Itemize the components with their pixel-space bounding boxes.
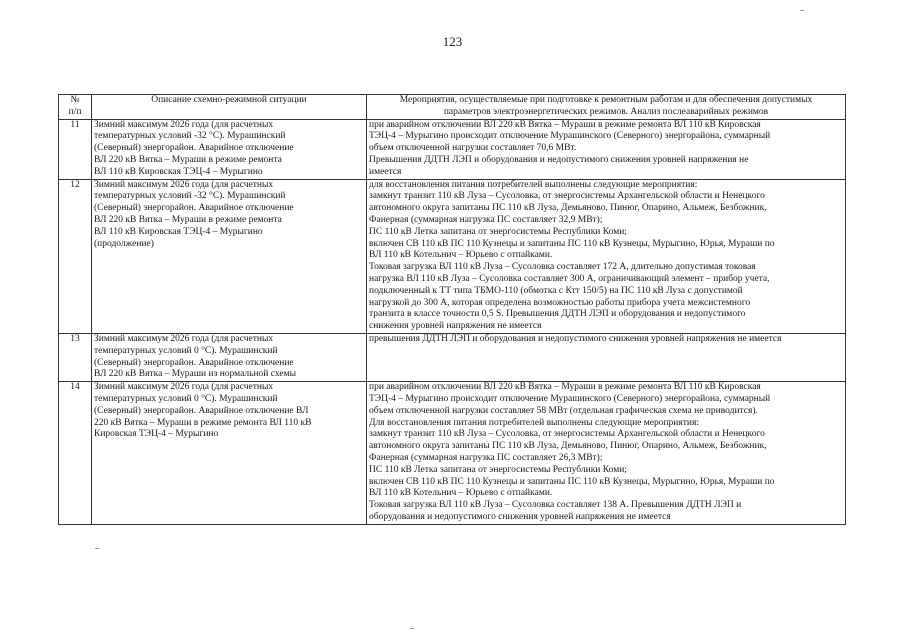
table-row — [59, 382, 846, 525]
scan-mark — [95, 548, 99, 549]
row-num: 11 — [59, 119, 92, 179]
situation-cell: Зимний максимум 2026 года (для расчетных температурных условий -32 °С). Мурашинский (Северный) энергорайон. Аварийное отключение ВЛ 220 кВ Вятка – Мураши в режиме ремонта ВЛ 110 кВ Кировская ТЭЦ-4 – Мурыгино — [92, 119, 367, 179]
row-num: 12 — [59, 179, 92, 333]
header-measures: Мероприятия, осуществляемые при подготовке к ремонтным работам и для обеспечения допустимых параметров электроэнергетических режимов. Анализ послеаварийных режимов — [367, 95, 846, 120]
row-num: 13 — [59, 333, 92, 381]
scan-mark — [410, 628, 414, 629]
scan-mark — [800, 10, 804, 11]
situation-cell: Зимний максимум 2026 года (для расчетных температурных условий 0 °С). Мурашинский (Северный) энергорайон. Аварийное отключение ВЛ 220 кВ Вятка – Мураши в режиме ремонта ВЛ 110 кВ Кировская ТЭЦ-4 – Мурыгино — [92, 382, 367, 525]
row-num: 14 — [59, 382, 92, 525]
measures-cell: при аварийном отключении ВЛ 220 кВ Вятка – Мураши в режиме ремонта ВЛ 110 кВ Кировская ТЭЦ-4 – Мурыгино происходит отключение Мурашинского (Северного) энергорайона, суммарный объем отключенной нагрузки составляет 70,6 МВт. Превышения ДДТН ЛЭП и оборудования и недопустимого снижения уровней напряжения не имеется — [367, 119, 846, 179]
table-row — [59, 119, 846, 179]
measures-cell: при аварийном отключении ВЛ 220 кВ Вятка – Мураши в режиме ремонта ВЛ 110 кВ Кировская ТЭЦ-4 – Мурыгино происходит отключение Мурашинского (Северного) энергорайона, суммарный объем отключенной нагрузки составляет 58 МВт (отдельная графическая схема не приводится). Для восстановления питания потребителей выполнены следующие мероприятия: замкнут транзит 110 кВ Луза – Сусоловка, от энергосистемы Архангельской области и Ненецкого автономного округа запитаны ПС 110 кВ Луза, Демьяново, Пинюг, Опарино, Альмеж, Безбожник, Фанерная (суммарная нагрузка ПС составляет 26,3 МВт); ПС 110 кВ Летка запитана от энергосистемы Республики Коми; включен СВ 110 кВ ПС 110 Кузнецы и запитаны ПС 110 кВ Кузнецы, Мурыгино, Юрья, Мураши по ВЛ 110 кВ Котельнич – Юрьево с отпайками. Токовая загрузка ВЛ 110 кВ Луза – Сусоловка составляет 138 А. Превышения ДДТН ЛЭП и оборудования и недопустимого снижения уровней напряжения не имеется — [367, 382, 846, 525]
header-num: № п/п — [59, 95, 92, 120]
table-header-row — [59, 95, 846, 120]
measures-cell: для восстановления питания потребителей выполнены следующие мероприятия: замкнут транзит 110 кВ Луза – Сусоловка, от энергосистемы Архангельской области и Ненецкого автономного округа запитаны ПС 110 кВ Луза, Демьяново, Пинюг, Опарино, Альмеж, Безбожник, Фанерная (суммарная нагрузка ПС составляет 32,9 МВт); ПС 110 кВ Летка запитана от энергосистемы Республики Коми; включен СВ 110 кВ ПС 110 Кузнецы и запитаны ПС 110 кВ Кузнецы, Мурыгино, Юрья, Мураши по ВЛ 110 кВ Котельнич – Юрьево с отпайками. Токовая загрузка ВЛ 110 кВ Луза – Сусоловка составляет 172 А, длительно допустимая токовая нагрузка ВЛ 110 кВ Луза – Сусоловка составляет 300 А, ограничивающий элемент – прибор учета, подключенный к ТТ типа ТБМО-110 (обмотка с Ктт 150/5) на ПС 110 кВ Луза с допустимой нагрузкой до 300 А, которая определена возможностью работы прибора учета межсистемного транзита в классе точности 0,5 S. Превышения ДДТН ЛЭП и оборудования и недопустимого снижения уровней напряжения не имеется — [367, 179, 846, 333]
page-number: 123 — [442, 34, 463, 49]
header-situation: Описание схемно-режимной ситуации — [92, 95, 367, 120]
table-row — [59, 179, 846, 333]
situations-table — [58, 94, 846, 525]
measures-cell: превышения ДДТН ЛЭП и оборудования и недопустимого снижения уровней напряжения не имеется — [367, 333, 846, 381]
situation-cell: Зимний максимум 2026 года (для расчетных температурных условий -32 °С). Мурашинский (Северный) энергорайон. Аварийное отключение ВЛ 220 кВ Вятка – Мураши в режиме ремонта ВЛ 110 кВ Кировская ТЭЦ-4 – Мурыгино (продолжение) — [92, 179, 367, 333]
situation-cell: Зимний максимум 2026 года (для расчетных температурных условий 0 °С). Мурашинский (Северный) энергорайон. Аварийное отключение ВЛ 220 кВ Вятка – Мураши из нормальной схемы — [92, 333, 367, 381]
table-row — [59, 333, 846, 381]
